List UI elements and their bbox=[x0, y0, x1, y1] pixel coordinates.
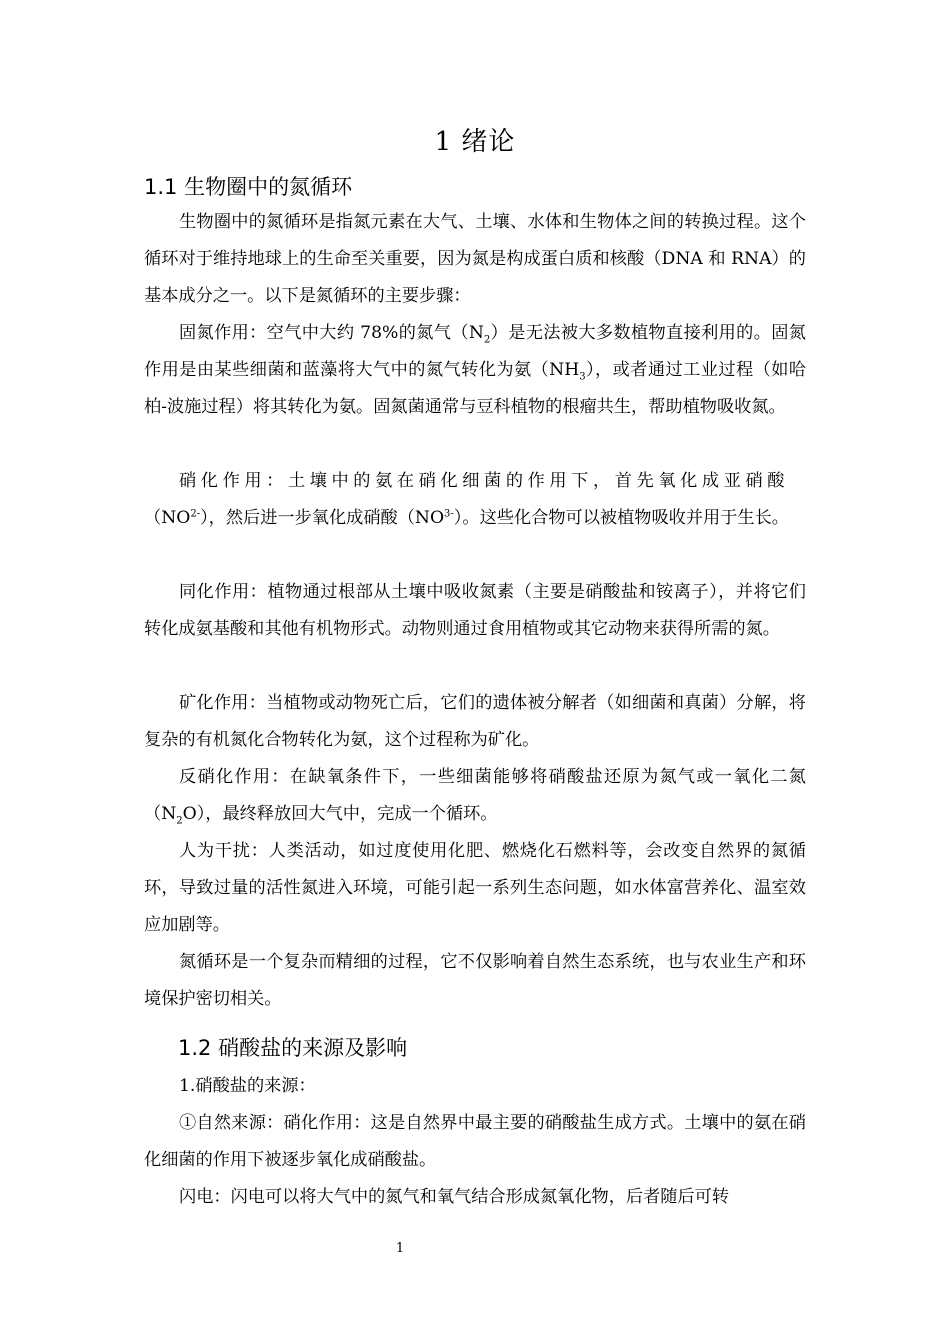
paragraph-nitrate-sources-label: 1.硝酸盐的来源： bbox=[179, 1076, 316, 1096]
paragraph-nitrogen-cycle-summary: 氮循环是一个复杂而精细的过程，它不仅影响着自然生态系统，也与农业生产和环境保护密切相关。 bbox=[144, 952, 806, 1009]
paragraph-denitrification: 反硝化作用：在缺氧条件下，一些细菌能够将硝酸盐还原为氮气或一氧化二氮$(N_2O)$，最终释放回大气中，完成一个循环。 bbox=[144, 767, 806, 827]
section-heading-1-1: 1.1 生物圈中的氮循环 bbox=[144, 175, 353, 199]
section-heading-1-2: 1.2 硝酸盐的来源及影响 bbox=[178, 1036, 408, 1060]
paragraph-natural-sources: ①自然来源：硝化作用：这是自然界中最主要的硝酸盐生成方式。土壤中的氨在硝化细菌的作用下被逐步氧化成硝酸盐。 bbox=[144, 1113, 806, 1170]
paragraph-nitrogen-fixation: 固氮作用：空气中大约 78%的氮气$(N_2)$是无法被大多数植物直接利用的。固氮作用是由某些细菌和蓝藻将大气中的氮气转化为氨$(NH_3)$，或者通过工业过程（如哈柏-波施过程）将其转化为氨。固氮菌通常与豆科植物的根瘤共生，帮助植物吸收氮。 bbox=[144, 323, 807, 417]
paragraph-nitrification: 硝化作用：土壤中的氨在硝化细菌的作用下，首先氧化成亚硝酸 $(NO^{2-})$，然后进一步氧化成硝酸$(NO^{3-})$。这些化合物可以被植物吸收并用于生长。 bbox=[144, 471, 790, 528]
paragraph-lightning: 闪电：闪电可以将大气中的氮气和氧气结合形成氮氧化物，后者随后可转 bbox=[179, 1187, 730, 1207]
chapter-title: 1 绪论 bbox=[434, 127, 516, 157]
page-number: 1 bbox=[395, 1241, 405, 1256]
paragraph-assimilation: 同化作用：植物通过根部从土壤中吸收氮素（主要是硝酸盐和铵离子），并将它们转化成氨基酸和其他有机物形式。动物则通过食用植物或其它动物来获得所需的氮。 bbox=[144, 582, 806, 639]
paragraph-nitrogen-cycle-intro: 生物圈中的氮循环是指氮元素在大气、土壤、水体和生物体之间的转换过程。这个循环对于维持地球上的生命至关重要，因为氮是构成蛋白质和核酸（DNA 和 RNA）的基本成分之一。以下是氮循环的主要步骤： bbox=[144, 212, 806, 306]
paragraph-mineralization: 矿化作用：当植物或动物死亡后，它们的遗体被分解者（如细菌和真菌）分解，将复杂的有机氮化合物转化为氨，这个过程称为矿化。 bbox=[144, 693, 806, 750]
paragraph-human-interference: 人为干扰：人类活动，如过度使用化肥、燃烧化石燃料等，会改变自然界的氮循环，导致过量的活性氮进入环境，可能引起一系列生态问题，如水体富营养化、温室效应加剧等。 bbox=[144, 841, 806, 935]
